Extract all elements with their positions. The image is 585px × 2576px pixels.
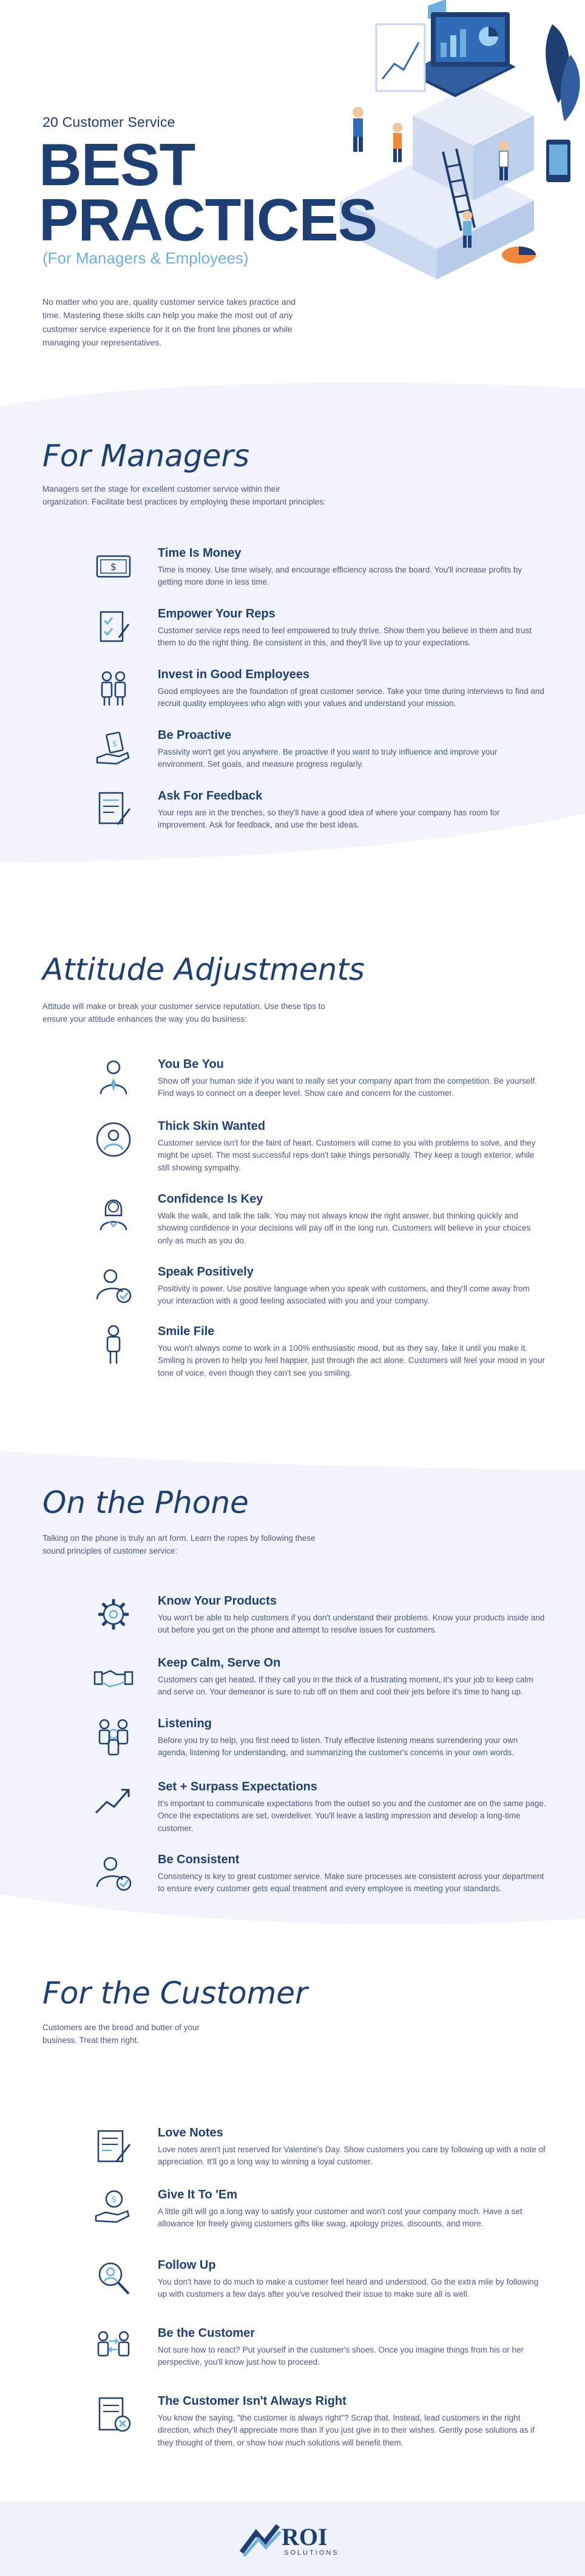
list-item [158,729,546,771]
item-title: Thick Skin Wanted [158,1120,266,1133]
item-title: Be Consistent [158,1853,240,1866]
item-text: Passivity won't get you anywhere. Be proactive if you want to truly influence and improve your environment. Set goals, and measure progress regularly. [158,747,498,769]
item-title: Speak Positively [158,1265,254,1279]
trend-up-icon [92,1779,135,1821]
checklist-icon [92,606,135,648]
section-title-customer: For the Customer [42,1976,308,2011]
item-title: Set + Surpass Expectations [158,1780,317,1793]
item-title: Confidence Is Key [158,1192,263,1206]
list-item [158,2188,546,2231]
list-item [158,1780,546,1835]
item-text: Positivity is power. Use positive language when you speak with customers, and they'll come away from your interaction with a good feeling associated with you and your company. [158,1284,530,1306]
section-title-phone: On the Phone [42,1485,249,1520]
item-title: Listening [158,1717,212,1730]
list-item [158,2394,546,2449]
user-circle-icon [92,1118,135,1161]
list-item [158,1058,546,1100]
item-title: The Customer Isn't Always Right [158,2394,347,2408]
hero-title-line1: BEST [39,131,195,198]
hand-money-icon [92,727,135,770]
roi-solutions-logo[interactable] [238,2518,347,2561]
svg-text:$: $ [112,739,118,749]
item-text: A little gift will go a long way to satisfy your customer and won't cost your company much. Have a set allowance for freely giving customers gifts like swag, apology prizes, discounts, and more. [158,2207,522,2229]
item-text: You know the saying, "the customer is always right"? Scrap that. Instead, lead customers in the right direction, which they'll appreciate more than if you just give in to their wishes. Gently pose solutions as if they thought of them, or show how much solutions will benefit them. [158,2413,535,2447]
item-text: Customer service reps need to feel empowered to truly thrive. Show them you believe in them and trust them to do the right thing. Be consistent in this, and they'll live up to your expectations. [158,626,532,648]
item-text: Show off your human side if you want to really set your company apart from the competition. Be yourself. Find ways to connect on a deeper level. Show care and concern for the customer. [158,1076,537,1098]
item-text: You won't be able to help customers if you don't understand their problems. Know your products inside and out before you get on the phone and attempt to resolve issues for customers. [158,1613,545,1635]
item-text: Before you try to help, you first need to listen. Truly effective listening means surrendering your own agenda, listening for understanding, and summarizing the customer's concerns in your own words. [158,1736,518,1758]
item-title: Empower Your Reps [158,607,276,620]
section-title-attitude: Attitude Adjustments [42,952,365,987]
hero-kicker: 20 Customer Service [42,114,175,130]
item-title: Time Is Money [158,546,242,560]
section-intro-phone: Talking on the phone is truly an art form. Learn the ropes by following these sound principles of customer service: [42,1534,316,1555]
coin-hand-icon [92,2187,135,2229]
team-icon [92,667,135,709]
people-arrows-icon [92,2325,135,2368]
list-item [158,1853,546,1895]
item-text: It's important to communicate expectations from the outset so you and the customer are on the same page. Once the expectations are set, overdeliver. You'll leave a lasting impression and develop a long-time customer. [158,1799,546,1833]
section-intro-customer: Customers are the bread and butter of your business. Treat them right. [42,2023,200,2045]
person-standing-icon [92,1324,135,1366]
list-item [158,1717,546,1759]
item-text: You won't always come to work in a 100% enthusiastic mood, but as they say, fake it until you make it. Smiling is proven to help you feel happier, just through the act alone. Customers will feel your mood in your tone of voice, even though they can't see you smiling. [158,1344,545,1378]
list-item [158,1265,546,1308]
group-icon [92,1716,135,1758]
item-title: Keep Calm, Serve On [158,1656,281,1670]
list-item [158,1594,546,1637]
logo-subtext: SOLUTIONS [284,2549,339,2557]
item-text: Customers can get heated. If they call you in the thick of a frustrating moment, it's your job to keep calm and serve on. Your demeanor is sure to rub off on them and cool their jets before it's time to hang up. [158,1675,533,1697]
list-item [158,1192,546,1247]
list-item [158,1325,546,1379]
section-title-managers: For Managers [42,438,250,474]
item-title: Follow Up [158,2258,216,2272]
list-item [158,2258,546,2301]
list-item [158,1120,546,1174]
list-item [158,546,546,589]
list-item [158,789,546,832]
item-title: You Be You [158,1058,224,1071]
item-title: Be Proactive [158,729,232,742]
feedback-form-icon [92,788,135,831]
section-intro-attitude: Attitude will make or break your customer service reputation. Use these tips to ensure your attitude enhances the way you do business: [42,1002,325,1024]
svg-text:$: $ [111,2195,117,2204]
list-item [158,2326,546,2369]
person-tie-icon [92,1056,135,1099]
item-title: Smile File [158,1325,215,1338]
list-item [158,2126,546,2169]
section-intro-managers: Managers set the stage for excellent customer service within their organization. Facilitate best practices by employing these important principles: [42,484,326,506]
hero-title-line2: PRACTICES [39,186,377,253]
list-item [158,607,546,650]
list-item [158,1656,546,1699]
item-text: Good employees are the foundation of great customer service. Take your time during interviews to find and recruit quality employees who align with your values and understand your mission. [158,687,544,709]
item-text: Consistency is key to great customer service. Make sure processes are consistent across your department to ensure every customer gets equal treatment and every employee is meeting your standards. [158,1872,544,1894]
item-text: You don't have to do much to make a customer feel heard and understood. Go the extra mile by following up with customers a few days after you've resolved their issue to make sure all is well. [158,2277,539,2299]
item-text: Your reps are in the trenches, so they'll have a good idea of where your company has room for improvement. Ask for feedback, and use the best ideas. [158,808,500,830]
magnifier-user-icon [92,2257,135,2300]
hero-subtitle: (For Managers & Employees) [42,249,249,267]
item-text: Customer service isn't for the faint of heart. Customers will come to you with problems to solve, and they might be upset. The most successful reps don't take things personally. They keep a tough exterior, while still showing sympathy. [158,1138,536,1172]
svg-text:$: $ [110,561,117,573]
user-check-icon [92,1264,135,1307]
item-title: Give It To 'Em [158,2188,238,2201]
woman-icon [92,1191,135,1234]
item-text: Time is money. Use time wisely, and encourage efficiency across the board. You'll increase profits by getting more done in less time. [158,565,522,587]
item-title: Know Your Products [158,1594,277,1608]
item-text: Love notes aren't just reserved for Valentine's Day. Show customers you care by following up with a note of appreciation. It'll go a long way to winning a loyal customer. [158,2145,546,2167]
handshake-icon [92,1655,135,1698]
item-title: Be the Customer [158,2326,255,2340]
list-item [158,668,546,710]
item-title: Ask For Feedback [158,789,263,803]
note-pen-icon [92,2125,135,2167]
item-title: Invest in Good Employees [158,668,310,681]
item-text: Not sure how to react? Put yourself in the customer's shoes. Once you imagine things from his or her perspective, you'll know just how to proceed. [158,2345,524,2367]
item-text: Walk the walk, and talk the talk. You may not always know the right answer, but thinking quickly and showing confidence in your decisions will pay off in the long run. Customers will believe in your choices only as much as you do. [158,1211,531,1245]
gear-icon [92,1593,135,1636]
doc-x-icon [92,2393,135,2436]
item-title: Love Notes [158,2126,223,2139]
money-icon [92,545,135,588]
user-verified-icon [92,1852,135,1894]
hero-intro: No matter who you are, quality customer service takes practice and time. Mastering these skills can help you make the most out of any customer service experience for it on the front line phones or while managing your representatives. [42,297,296,348]
logo-text: ROI [282,2523,328,2551]
